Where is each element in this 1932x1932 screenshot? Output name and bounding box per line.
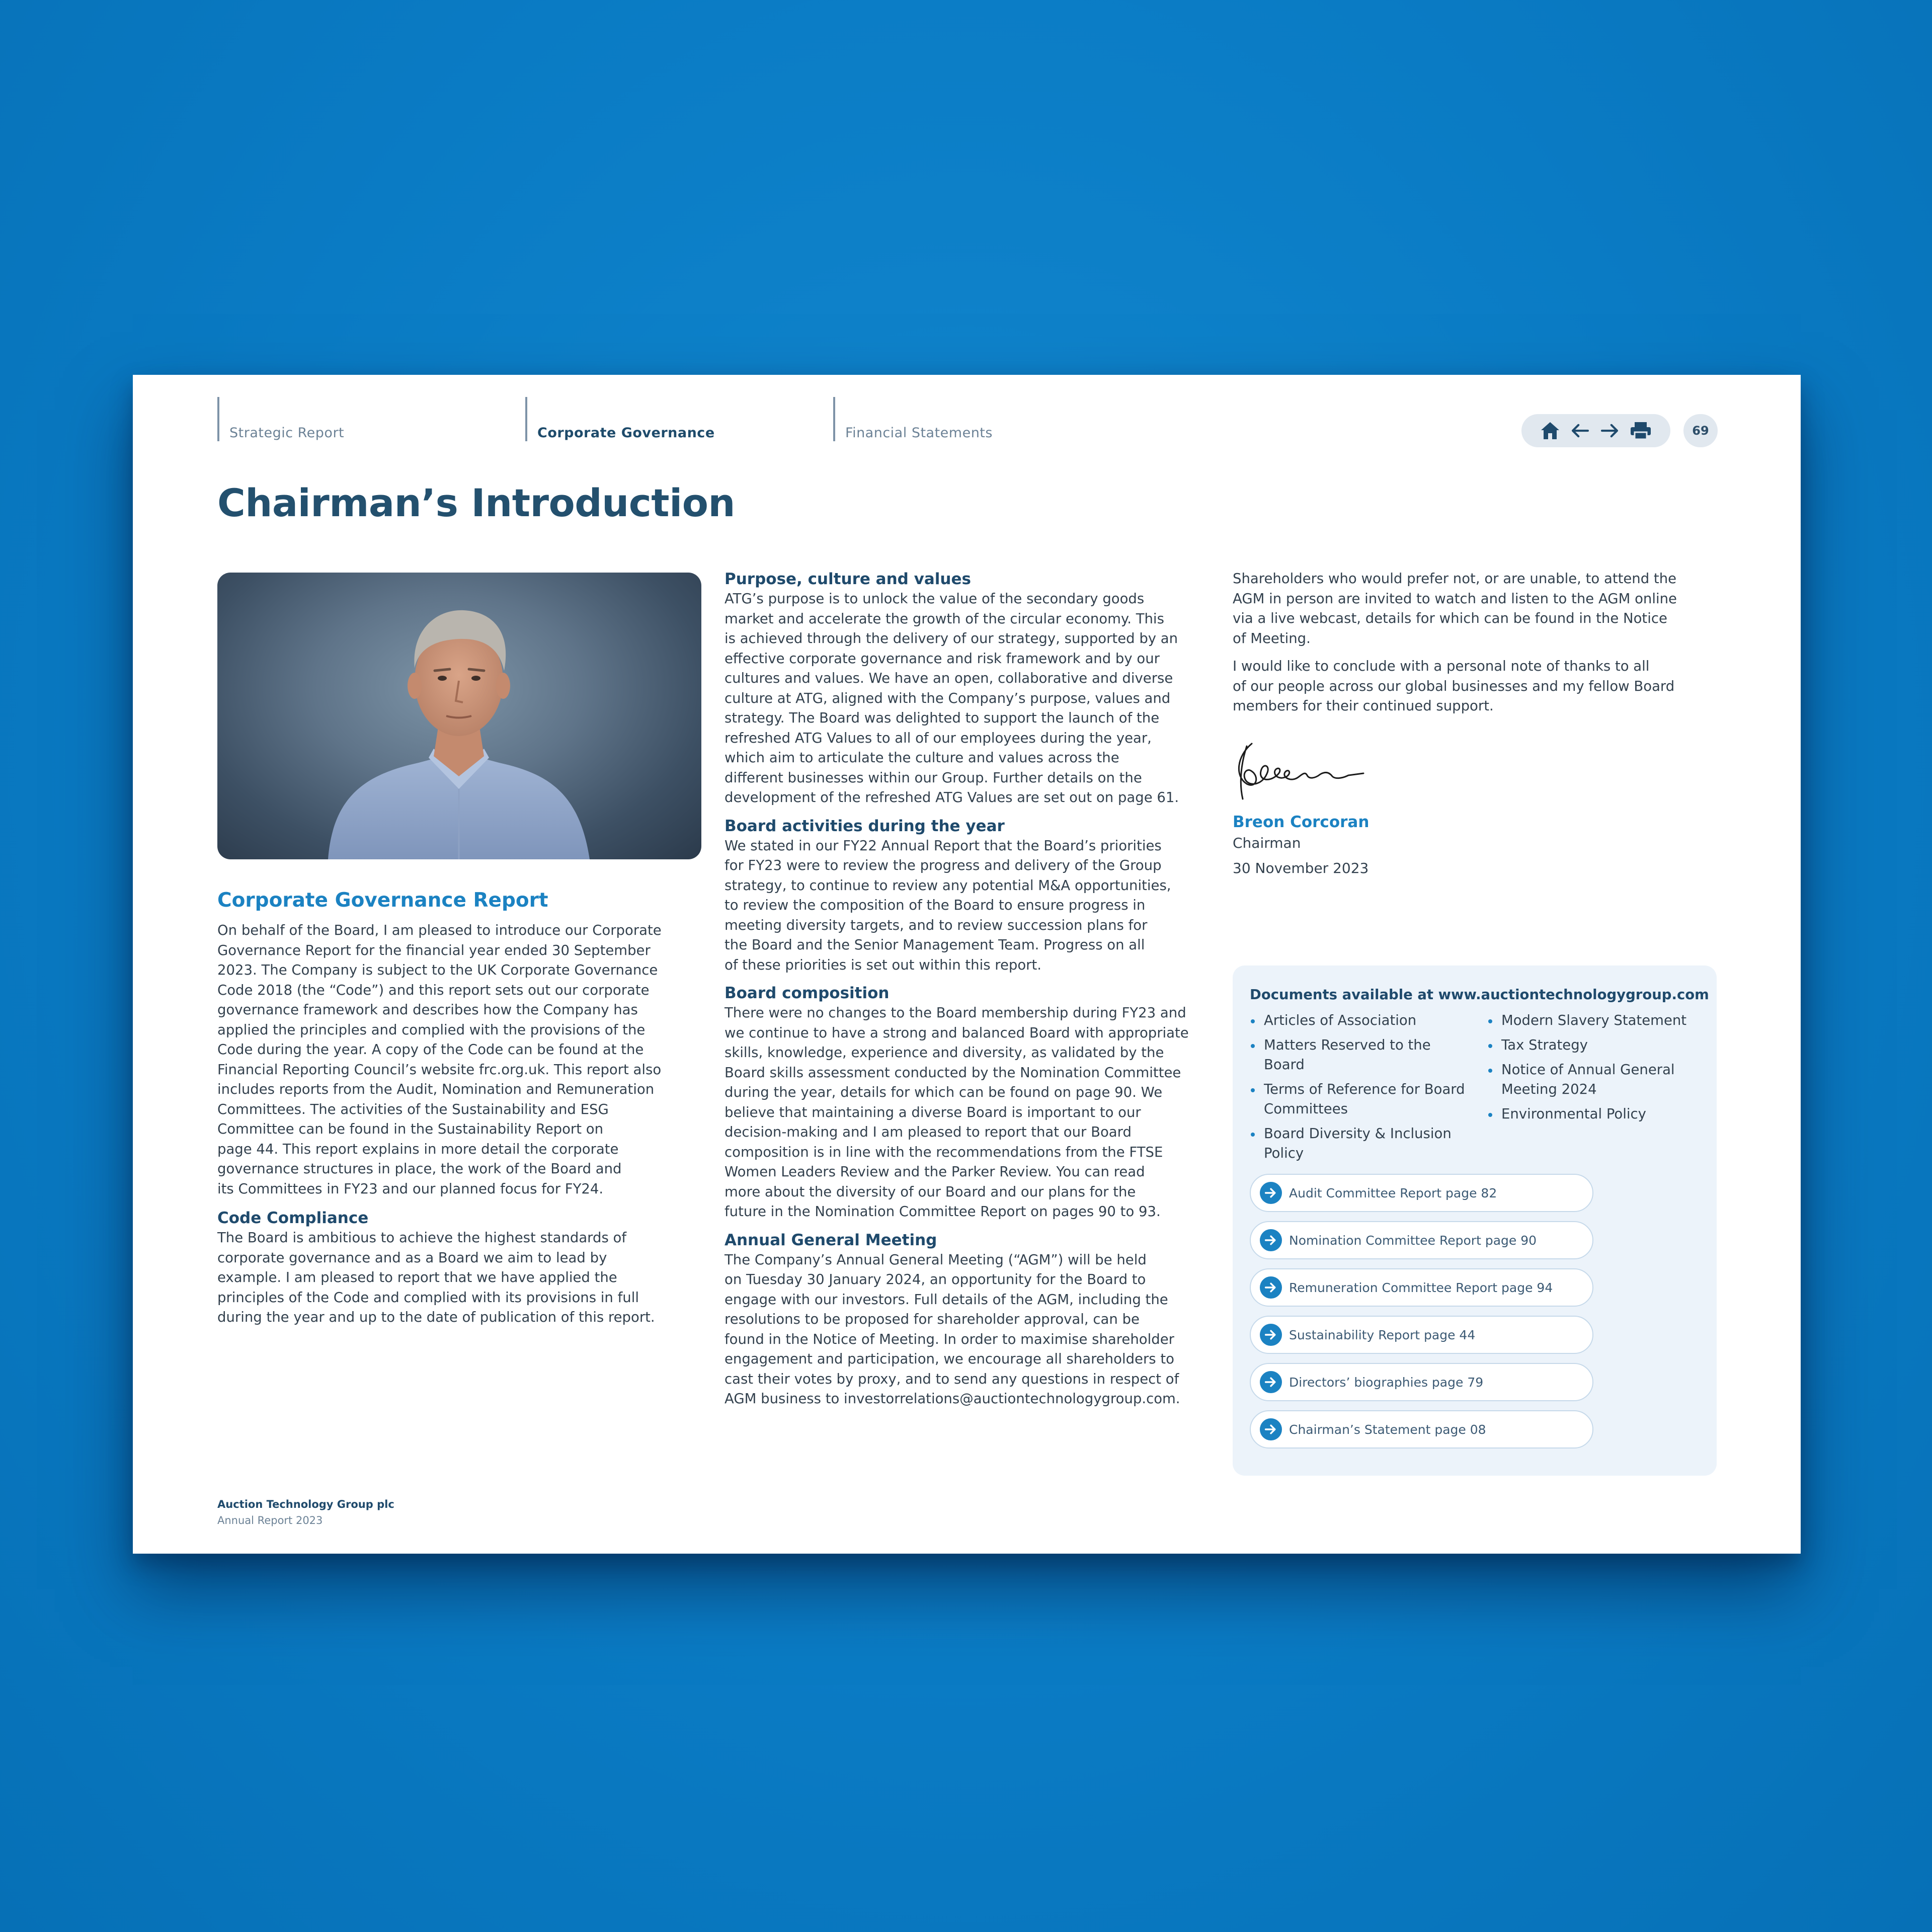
webcast-text: Shareholders who would prefer not, or are unable, to attend the AGM in person are invited to watch and listen to the AGM online via a live webcast, details for which can be found in the Notice of Meeting. (1233, 571, 1677, 647)
nav-tab-corporate-governance[interactable]: Corporate Governance (525, 397, 807, 441)
signatory-role: Chairman (1233, 835, 1301, 851)
nav-tab-strategic-report[interactable]: Strategic Report (217, 397, 499, 441)
document-link[interactable]: Environmental Policy (1487, 1104, 1709, 1124)
report-page (133, 375, 1801, 1554)
signatory-name: Breon Corcoran (1233, 813, 1370, 831)
purpose-text: ATG’s purpose is to unlock the value of the secondary goods market and accelerate the growth of the circular economy. This is achieved through the delivery of our strategy, supported by an effective corporate governance and risk framework and by our cultures and values. We have an open, collaborative and diverse culture at ATG, aligned with the Company’s purpose, values and strategy. The Board was delighted to support the launch of the refreshed ATG Values to all of our employees during the year, which aim to articulate the culture and values across the different businesses within our Group. Further details on the development of the refreshed ATG Values are set out on page 61. (725, 591, 1179, 806)
signature-date: 30 November 2023 (1233, 860, 1369, 876)
link-chairmans-statement[interactable]: Chairman’s Statement page 08 (1250, 1410, 1593, 1448)
print-icon[interactable] (1630, 421, 1652, 440)
nav-tab-financial-statements[interactable]: Financial Statements (833, 397, 1115, 441)
bullet-icon (1251, 1044, 1255, 1048)
arrow-right-icon (1260, 1324, 1282, 1346)
bullet-icon (1488, 1044, 1492, 1048)
document-link[interactable]: Matters Reserved to the Board (1250, 1035, 1471, 1075)
documents-list-left (1250, 1011, 1471, 1168)
arrow-right-icon (1260, 1276, 1282, 1299)
document-link[interactable]: Articles of Association (1250, 1011, 1471, 1030)
arrow-right-icon (1260, 1182, 1282, 1204)
agm-heading: Annual General Meeting (725, 1231, 937, 1249)
document-link[interactable]: Modern Slavery Statement (1487, 1011, 1709, 1030)
corporate-governance-text: On behalf of the Board, I am pleased to introduce our Corporate Governance Report for the financial year ended 30 September 2023. The Company is subject to the UK Corporate Governance Code 2018 (the “Code”) and this report sets out our corporate governance framework and describes how the Company has applied the principles and complied with the provisions of the Code during the year. A copy of the Code can be found at the Financial Reporting Council’s website frc.org.uk. This report also includes reports from the Audit, Nomination and Remuneration Committees. The activities of the Sustainability and ESG Committee can be found in the Sustainability Report on page 44. This report explains in more detail the corporate governance structures in place, the work of the Board and its Committees in FY23 and our planned focus for FY24. (217, 922, 662, 1197)
document-link[interactable]: Notice of Annual General Meeting 2024 (1487, 1060, 1709, 1099)
home-icon[interactable] (1540, 421, 1560, 440)
footer-report: Annual Report 2023 (217, 1514, 323, 1526)
arrow-right-icon (1260, 1229, 1282, 1251)
code-compliance-heading: Code Compliance (217, 1209, 369, 1227)
thanks-text: I would like to conclude with a personal note of thanks to all of our people across our global businesses and my fellow Board members for their continued support. (1233, 658, 1675, 714)
column-2 (725, 569, 1223, 1409)
link-sustainability-report[interactable]: Sustainability Report page 44 (1250, 1316, 1593, 1354)
bullet-icon (1251, 1133, 1255, 1137)
document-link[interactable]: Tax Strategy (1487, 1035, 1709, 1055)
corporate-governance-heading: Corporate Governance Report (217, 889, 548, 912)
column-3 (1233, 569, 1726, 716)
page-title: Chairman’s Introduction (217, 480, 736, 525)
board-composition-text: There were no changes to the Board membership during FY23 and we continue to have a strong and balanced Board with appropriate skills, knowledge, experience and diversity, as validated by the Board skills assessment conducted by the Nomination Committee during the year, details for which can be found on page 90. We believe that maintaining a diverse Board is important to our decision-making and I am pleased to report that our Board composition is in line with the recommendations from the FTSE Women Leaders Review and the Parker Review. You can read more about the diversity of our Board and our plans for the future in the Nomination Committee Report on pages 90 to 93. (725, 1005, 1189, 1220)
code-compliance-text: The Board is ambitious to achieve the highest standards of corporate governance and as a Board we aim to lead by example. I am pleased to report that we have applied the principles of the Code and complied with its provisions in full during the year and up to the date of publication of this report. (217, 1230, 655, 1325)
bullet-icon (1251, 1019, 1255, 1023)
link-remuneration-committee-report[interactable]: Remuneration Committee Report page 94 (1250, 1268, 1593, 1307)
arrow-right-icon (1260, 1371, 1282, 1393)
link-nomination-committee-report[interactable]: Nomination Committee Report page 90 (1250, 1221, 1593, 1259)
bullet-icon (1251, 1088, 1255, 1092)
bullet-icon (1488, 1113, 1492, 1117)
documents-list-right (1487, 1011, 1709, 1129)
document-link[interactable]: Board Diversity & Inclusion Policy (1250, 1124, 1471, 1163)
agm-text: The Company’s Annual General Meeting (“AGM”) will be held on Tuesday 30 January 2024, an opportunity for the Board to engage with our investors. Full details of the AGM, including the resolutions to be proposed for shareholder approval, can be found in the Notice of Meeting. In order to maximise shareholder engagement and participation, we encourage all shareholders to cast their votes by proxy, and to send any questions in respect of AGM business to investorrelations@auctiontechnologygroup.com. (725, 1251, 1180, 1407)
link-directors-biographies[interactable]: Directors’ biographies page 79 (1250, 1363, 1593, 1401)
column-1 (217, 889, 710, 1328)
link-audit-committee-report[interactable]: Audit Committee Report page 82 (1250, 1174, 1593, 1212)
documents-panel (1233, 965, 1717, 1476)
board-composition-heading: Board composition (725, 984, 890, 1002)
forward-arrow-icon[interactable] (1600, 423, 1619, 438)
chairman-portrait (217, 573, 701, 859)
arrow-right-icon (1260, 1418, 1282, 1440)
signature (1232, 736, 1367, 809)
board-activities-text: We stated in our FY22 Annual Report that the Board’s priorities for FY23 were to review the progress and delivery of the Group strategy, to continue to review any potential M&A opportunities, to review the composition of the Board to ensure progress in meeting diversity targets, and to review succession plans for the Board and the Senior Management Team. Progress on all of these priorities is set out within this report. (725, 837, 1171, 973)
document-link[interactable]: Terms of Reference for Board Committees (1250, 1080, 1471, 1119)
purpose-heading: Purpose, culture and values (725, 570, 971, 588)
footer-company: Auction Technology Group plc (217, 1498, 394, 1510)
documents-title: Documents available at www.auctiontechnologygroup.com (1250, 987, 1709, 1003)
page-number: 69 (1683, 414, 1718, 447)
board-activities-heading: Board activities during the year (725, 817, 1005, 835)
bullet-icon (1488, 1019, 1492, 1023)
toolbar (1521, 414, 1670, 447)
bullet-icon (1488, 1069, 1492, 1073)
back-arrow-icon[interactable] (1571, 423, 1590, 438)
